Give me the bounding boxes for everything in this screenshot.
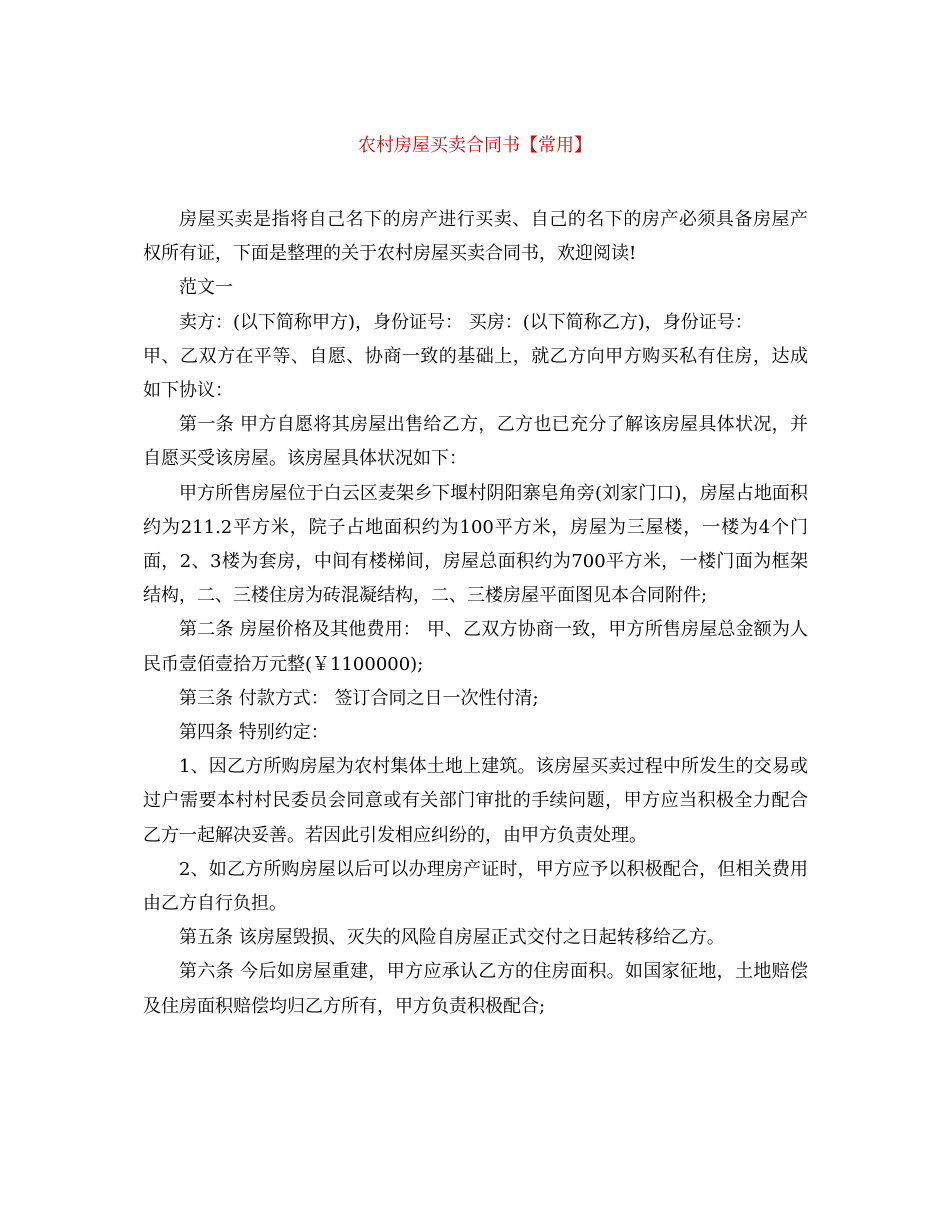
article-2: 第二条 房屋价格及其他费用： 甲、乙双方协商一致，甲方所售房屋总金额为人民币壹佰壹拾万元整(￥1100000); bbox=[143, 619, 808, 675]
article-1: 第一条 甲方自愿将其房屋出售给乙方，乙方也已充分了解该房屋具体状况，并自愿买受该房屋。该房屋具体状况如下： bbox=[143, 414, 808, 470]
article-5: 第五条 该房屋毁损、灭失的风险自房屋正式交付之日起转移给乙方。 bbox=[179, 927, 725, 949]
property-description: 甲方所售房屋位于白云区麦架乡下堰村阴阳寨皂角旁(刘家门口)，房屋占地面积约为211.2平方米，院子占地面积约为100平方米，房屋为三屋楼，一楼为4个门面，2、3楼为套房，中间有楼梯间，房屋总面积约为700平方米，一楼门面为框架结构，二、三楼住房为砖混凝结构，二、三楼房屋平面图见本合同附件; bbox=[143, 482, 808, 607]
intro-paragraph: 房屋买卖是指将自己名下的房产进行买卖、自己的名下的房产必须具备房屋产权所有证，下面是整理的关于农村房屋买卖合同书，欢迎阅读! bbox=[143, 209, 808, 265]
article-3: 第三条 付款方式： 签订合同之日一次性付清; bbox=[179, 687, 539, 709]
article-4-item-2: 2、如乙方所购房屋以后可以办理房产证时，甲方应予以积极配合，但相关费用由乙方自行负担。 bbox=[143, 858, 808, 915]
agreement-preamble: 甲、乙双方在平等、自愿、协商一致的基础上，就乙方向甲方购买私有住房，达成如下协议： bbox=[143, 345, 808, 402]
article-4: 第四条 特别约定： bbox=[179, 722, 329, 744]
document-body bbox=[143, 203, 808, 1024]
document-title: 农村房屋买卖合同书【常用】 bbox=[358, 135, 592, 156]
article-6: 第六条 今后如房屋重建，甲方应承认乙方的住房面积。如国家征地，土地赔偿及住房面积赔偿均归乙方所有，甲方负责积极配合; bbox=[143, 961, 808, 1017]
article-4-item-1: 1、因乙方所购房屋为农村集体土地上建筑。该房屋买卖过程中所发生的交易或过户需要本村村民委员会同意或有关部门审批的手续问题，甲方应当积极全力配合乙方一起解决妥善。若因此引发相应纠纷的，由甲方负责处理。 bbox=[143, 756, 808, 846]
sample-heading: 范文一 bbox=[179, 277, 233, 299]
seller-line: 卖方：(以下简称甲方)，身份证号： 买房：(以下简称乙方)，身份证号： bbox=[179, 311, 753, 333]
